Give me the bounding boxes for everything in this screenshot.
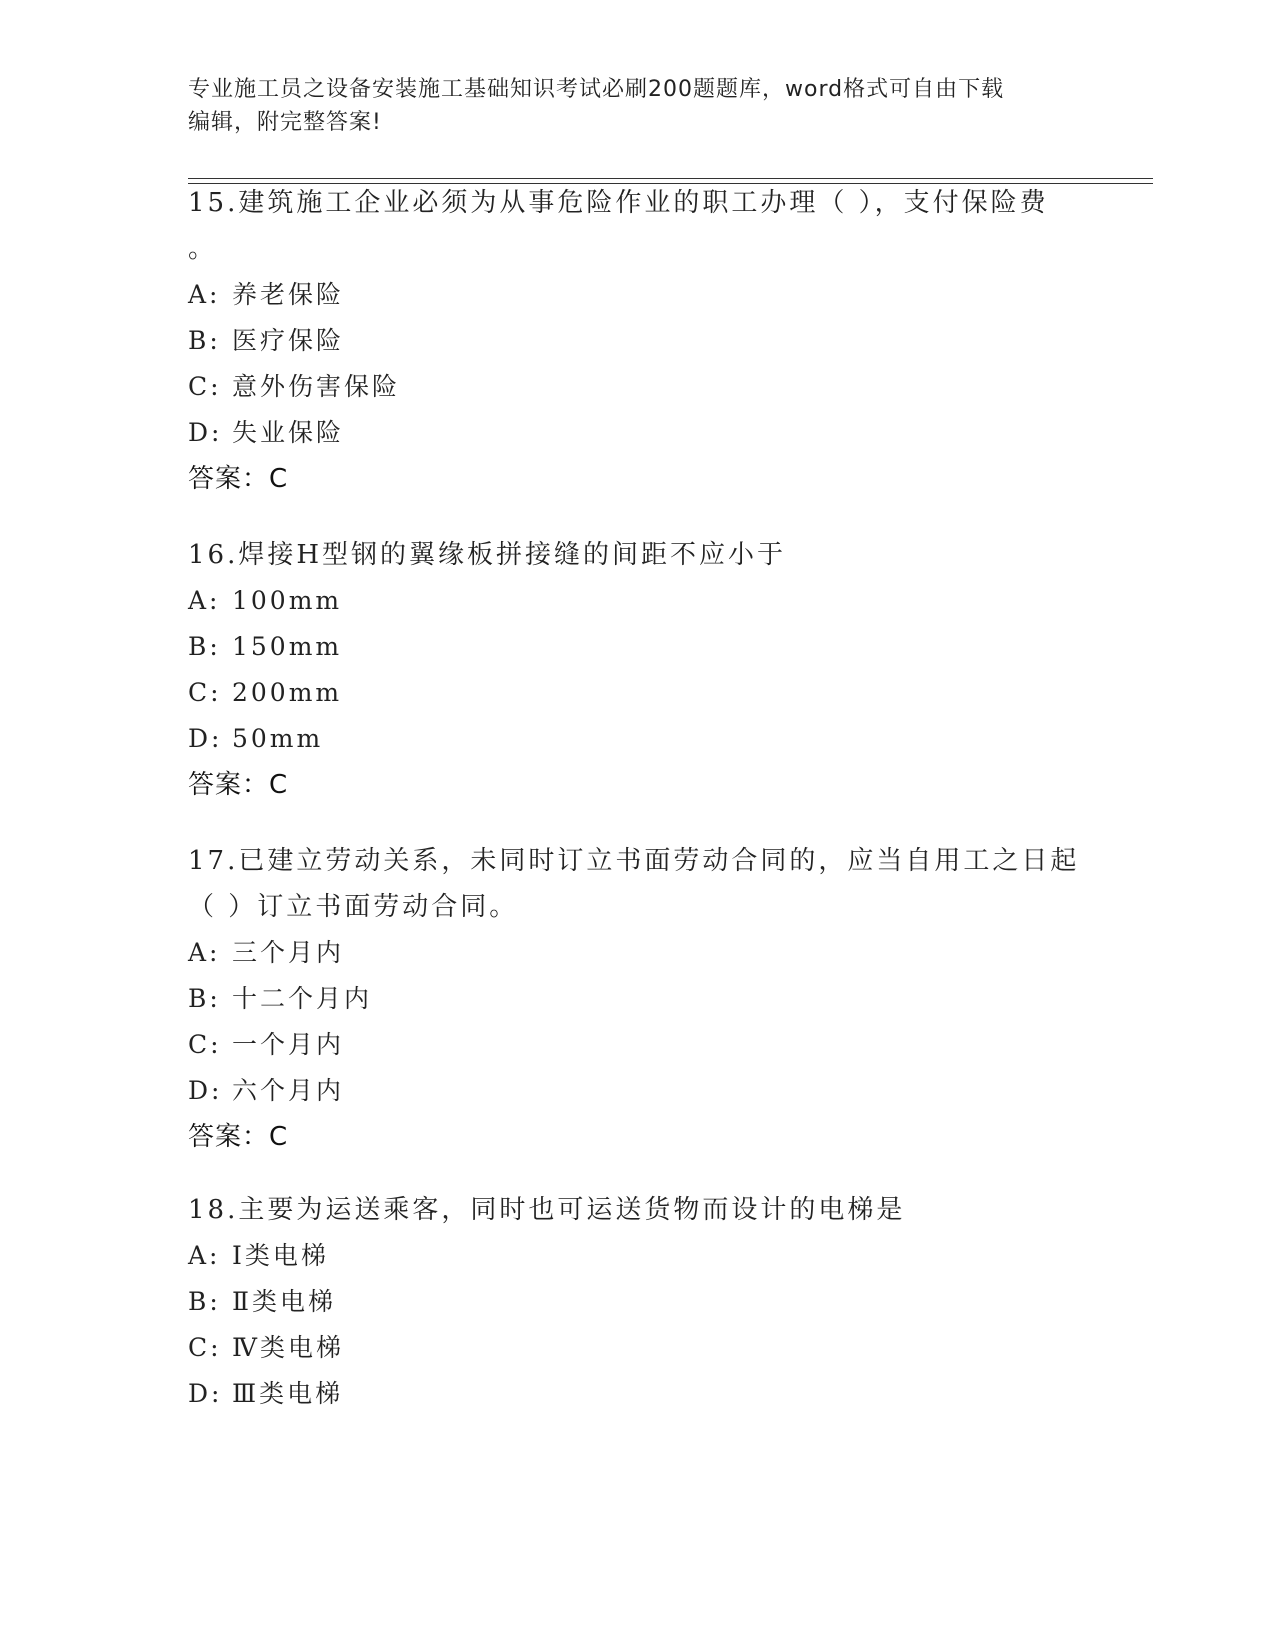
- option-b: [188, 624, 1148, 670]
- option-text: 一个月内: [232, 1030, 345, 1059]
- option-text: 200mm: [232, 678, 343, 707]
- option-a: [188, 930, 1148, 976]
- option-key: B:: [188, 632, 221, 661]
- option-d: [188, 1371, 1148, 1417]
- question-stem: 18.主要为运送乘客，同时也可运送货物而设计的电梯是: [188, 1195, 906, 1225]
- option-text: 失业保险: [232, 418, 345, 447]
- option-d: [188, 716, 1148, 762]
- option-key: A:: [188, 938, 221, 967]
- option-text: 100mm: [232, 586, 343, 615]
- answer-label: 答案：C: [188, 464, 289, 494]
- question-18: [188, 1187, 1148, 1417]
- option-text: 十二个月内: [232, 984, 373, 1013]
- option-text: 医疗保险: [232, 326, 345, 355]
- option-c: [188, 1022, 1148, 1068]
- question-stem: 17.已建立劳动关系，未同时订立书面劳动合同的，应当自用工之日起: [188, 846, 1080, 876]
- option-text: Ⅲ类电梯: [232, 1379, 344, 1408]
- option-text: 150mm: [232, 632, 343, 661]
- option-text: 50mm: [232, 724, 324, 753]
- option-key: C:: [188, 372, 222, 401]
- option-text: Ⅱ类电梯: [232, 1287, 336, 1316]
- question-15: [188, 180, 1148, 502]
- option-text: Ⅰ类电梯: [232, 1241, 329, 1270]
- option-key: D:: [188, 418, 223, 447]
- question-stem: 16.焊接H型钢的翼缘板拼接缝的间距不应小于: [188, 540, 787, 570]
- option-key: A:: [188, 1241, 221, 1270]
- option-key: B:: [188, 984, 221, 1013]
- option-key: C:: [188, 678, 222, 707]
- option-c: [188, 670, 1148, 716]
- option-key: B:: [188, 326, 221, 355]
- option-key: A:: [188, 280, 221, 309]
- option-d: [188, 1068, 1148, 1114]
- header-line-2: 编辑，附完整答案!: [188, 110, 382, 135]
- answer-label: 答案：C: [188, 770, 289, 800]
- document-header: [188, 73, 1088, 139]
- option-key: C:: [188, 1030, 222, 1059]
- option-key: B:: [188, 1287, 221, 1316]
- option-text: 六个月内: [232, 1076, 345, 1105]
- question-16: [188, 532, 1148, 808]
- option-a: [188, 272, 1148, 318]
- option-text: 三个月内: [232, 938, 345, 967]
- option-key: D:: [188, 724, 223, 753]
- question-stem: 15.建筑施工企业必须为从事危险作业的职工办理（ ），支付保险费: [188, 188, 1049, 218]
- option-a: [188, 1233, 1148, 1279]
- option-d: [188, 410, 1148, 456]
- question-stem-continued: 。: [188, 234, 218, 264]
- option-key: D:: [188, 1076, 223, 1105]
- question-stem-continued: （ ）订立书面劳动合同。: [188, 892, 519, 922]
- option-text: 意外伤害保险: [232, 372, 401, 401]
- answer-label: 答案：C: [188, 1122, 289, 1152]
- option-b: [188, 976, 1148, 1022]
- question-17: [188, 838, 1148, 1160]
- option-key: A:: [188, 586, 221, 615]
- option-c: [188, 364, 1148, 410]
- option-b: [188, 318, 1148, 364]
- header-line-1: 专业施工员之设备安装施工基础知识考试必刷200题题库，word格式可自由下载: [188, 77, 1005, 102]
- option-key: C:: [188, 1333, 222, 1362]
- option-b: [188, 1279, 1148, 1325]
- option-text: Ⅳ类电梯: [232, 1333, 344, 1362]
- option-text: 养老保险: [232, 280, 345, 309]
- option-c: [188, 1325, 1148, 1371]
- option-key: D:: [188, 1379, 223, 1408]
- option-a: [188, 578, 1148, 624]
